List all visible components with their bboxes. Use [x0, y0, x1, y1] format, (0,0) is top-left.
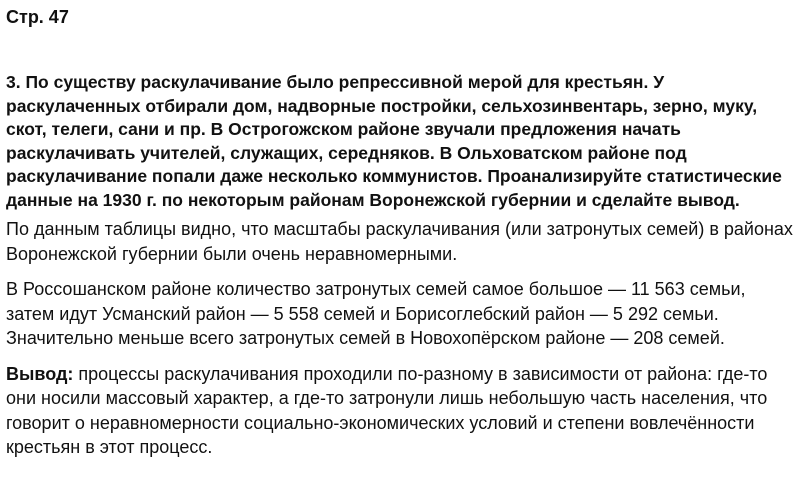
answer-paragraph-2: В Россошанском районе количество затронутых семей самое большое — 11 563 семьи, затем идут Усманский район — 5 558 семей и Борисоглебский район — 5 292 семьи. Значительно меньше всего затронутых семей в Новохопёрском районе — 208 семей.	[6, 279, 746, 348]
conclusion-label: Вывод:	[6, 363, 74, 384]
question-text: 3. По существу раскулачивание было репрессивной мерой для крестьян. У раскулаченных отбирали дом, надворные постройки, сельхозинвентарь, зерно, муку, скот, телеги, сани и пр. В Острогожском районе звучали предложения начать раскулачивать учителей, служащих, середняков. В Ольховатском районе под раскулачивание попали даже несколько коммунистов. Проанализируйте статистические данные на 1930 г. по некоторым районам Воронежской губернии и сделайте вывод.	[6, 72, 782, 210]
answer-paragraph-1: По данным таблицы видно, что масштабы раскулачивания (или затронутых семей) в районах Воронежской губернии были очень неравномерными.	[6, 219, 793, 264]
conclusion-text: процессы раскулачивания проходили по-разному в зависимости от района: где-то они носили массовый характер, а где-то затронули лишь небольшую часть населения, что говорит о неравномерности социально-экономических условий и степени вовлечённости крестьян в этот процесс.	[6, 363, 768, 457]
page-number: Стр. 47	[6, 7, 69, 27]
conclusion-paragraph	[6, 362, 794, 460]
